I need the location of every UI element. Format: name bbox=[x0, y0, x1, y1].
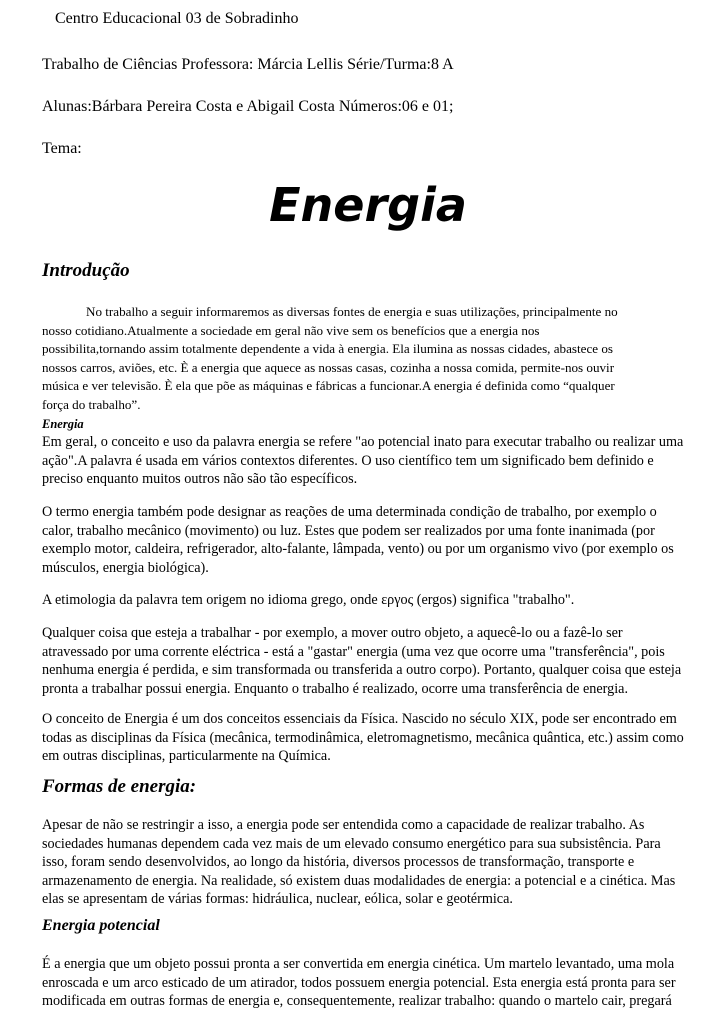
text-line: O termo energia também pode designar as reações de uma determinada condição de trabalho, por exemplo o bbox=[42, 504, 657, 520]
text-line: No trabalho a seguir informaremos as diversas fontes de energia e suas utilizações, principalmente no bbox=[86, 304, 618, 319]
heading-energia-potencial: Energia potencial bbox=[42, 917, 160, 934]
text-line: força do trabalho”. bbox=[42, 396, 141, 412]
text-line: É a energia que um objeto possui pronta a ser convertida em energia cinética. Um martelo levantado, uma mola bbox=[42, 956, 675, 972]
paragraph-energia-5 bbox=[42, 710, 714, 766]
text-line: Qualquer coisa que esteja a trabalhar - por exemplo, a mover outro objeto, a aquecê-lo ou a fazê-lo ser bbox=[42, 625, 623, 641]
text-line: Apesar de não se restringir a isso, a energia pode ser entendida como a capacidade de realizar trabalho. As bbox=[42, 817, 645, 833]
students-info: Alunas:Bárbara Pereira Costa e Abigail Costa Números:06 e 01; bbox=[42, 98, 454, 115]
text-line: armazenamento de energia. Na realidade, só existem duas modalidades de energia: a potencial e a cinética. Mas bbox=[42, 872, 676, 889]
paragraph-energia-4 bbox=[42, 624, 714, 698]
text-line: ação".A palavra é usada em vários contextos diferentes. O uso científico tem um significado bem definido e bbox=[42, 452, 654, 469]
theme-label: Tema: bbox=[42, 140, 82, 157]
paragraph-energia-3 bbox=[42, 591, 714, 610]
text-line: O conceito de Energia é um dos conceitos essenciais da Física. Nascido no século XIX, pode ser encontrado em bbox=[42, 711, 677, 727]
heading-introducao: Introdução bbox=[42, 260, 130, 281]
text-line: nossos carros, aviões, etc. È a energia que aquece as nossas casas, cozinha a nossa comida, permite-nos ouvir bbox=[42, 359, 615, 375]
text-line: modificada em outras formas de energia e, consequentemente, realizar trabalho: quando o martelo cair, pregará bbox=[42, 993, 672, 1010]
text-line: música e ver televisão. È ela que põe as máquinas e fábricas a funcionar.A energia é definida como “qualquer bbox=[42, 378, 615, 394]
text-line: Em geral, o conceito e uso da palavra energia se refere "ao potencial inato para executar trabalho ou realizar uma bbox=[42, 434, 684, 450]
document-title: Energia bbox=[269, 178, 467, 232]
text-line: elas se apresentam de várias formas: hidráulica, nuclear, eólica, solar e geotérmica. bbox=[42, 891, 513, 908]
text-line: em outras disciplinas, particularmente na Química. bbox=[42, 748, 331, 765]
school-name: Centro Educacional 03 de Sobradinho bbox=[55, 10, 299, 27]
text-line: isso, foram sendo desenvolvidos, ao longo da história, diversos processos de transformação, transporte e bbox=[42, 854, 635, 871]
text-line: enroscada e um arco esticado de um atirador, todos possuem energia potencial. Esta energia está pronta para ser bbox=[42, 974, 676, 991]
text-line: A etimologia da palavra tem origem no idioma grego, onde εργος (ergos) significa "trabalho". bbox=[42, 592, 575, 608]
text-line: músculos, energia biológica). bbox=[42, 559, 209, 576]
text-line: exemplo motor, caldeira, refrigerador, alto-falante, lâmpada, vento) ou por um organismo vivo (por exemplo os bbox=[42, 541, 674, 558]
paragraph-introducao bbox=[42, 303, 714, 415]
course-info: Trabalho de Ciências Professora: Márcia Lellis Série/Turma:8 A bbox=[42, 56, 454, 73]
text-line: pronta a trabalhar possui energia. Enquanto o trabalho é realizado, ocorre uma transferência de energia. bbox=[42, 680, 629, 697]
paragraph-formas bbox=[42, 816, 714, 909]
text-line: atravessado por uma corrente eléctrica - está a "gastar" energia (uma vez que ocorre uma "transferência", pois bbox=[42, 643, 665, 660]
text-line: preciso enquanto muitos outros não são tão específicos. bbox=[42, 471, 358, 488]
text-line: nosso cotidiano.Atualmente a sociedade em geral não vive sem os benefícios que a energia nos bbox=[42, 322, 540, 338]
text-line: sociedades humanas dependem cada vez mais de um elevado consumo energético para sua subsistência. Para bbox=[42, 835, 661, 852]
text-line: possibilita,tornando assim totalmente dependente a vida à energia. Ela ilumina as nossas cidades, abastece os bbox=[42, 341, 613, 357]
heading-formas-de-energia: Formas de energia: bbox=[42, 776, 197, 797]
text-line: todas as disciplinas da Física (mecânica, termodinâmica, eletromagnetismo, mecânica quântica, etc.) assim como bbox=[42, 729, 684, 746]
paragraph-potencial bbox=[42, 955, 714, 1011]
paragraph-energia-1 bbox=[42, 433, 714, 489]
paragraph-energia-2 bbox=[42, 503, 714, 577]
heading-energia: Energia bbox=[42, 417, 84, 431]
text-line: calor, trabalho mecânico (movimento) ou luz. Estes que podem ser realizados por uma fonte inanimada (por bbox=[42, 522, 655, 539]
text-line: nenhuma energia é perdida, e sim transformada ou transferida a outro corpo). Portanto, qualquer coisa que esteja bbox=[42, 662, 682, 679]
